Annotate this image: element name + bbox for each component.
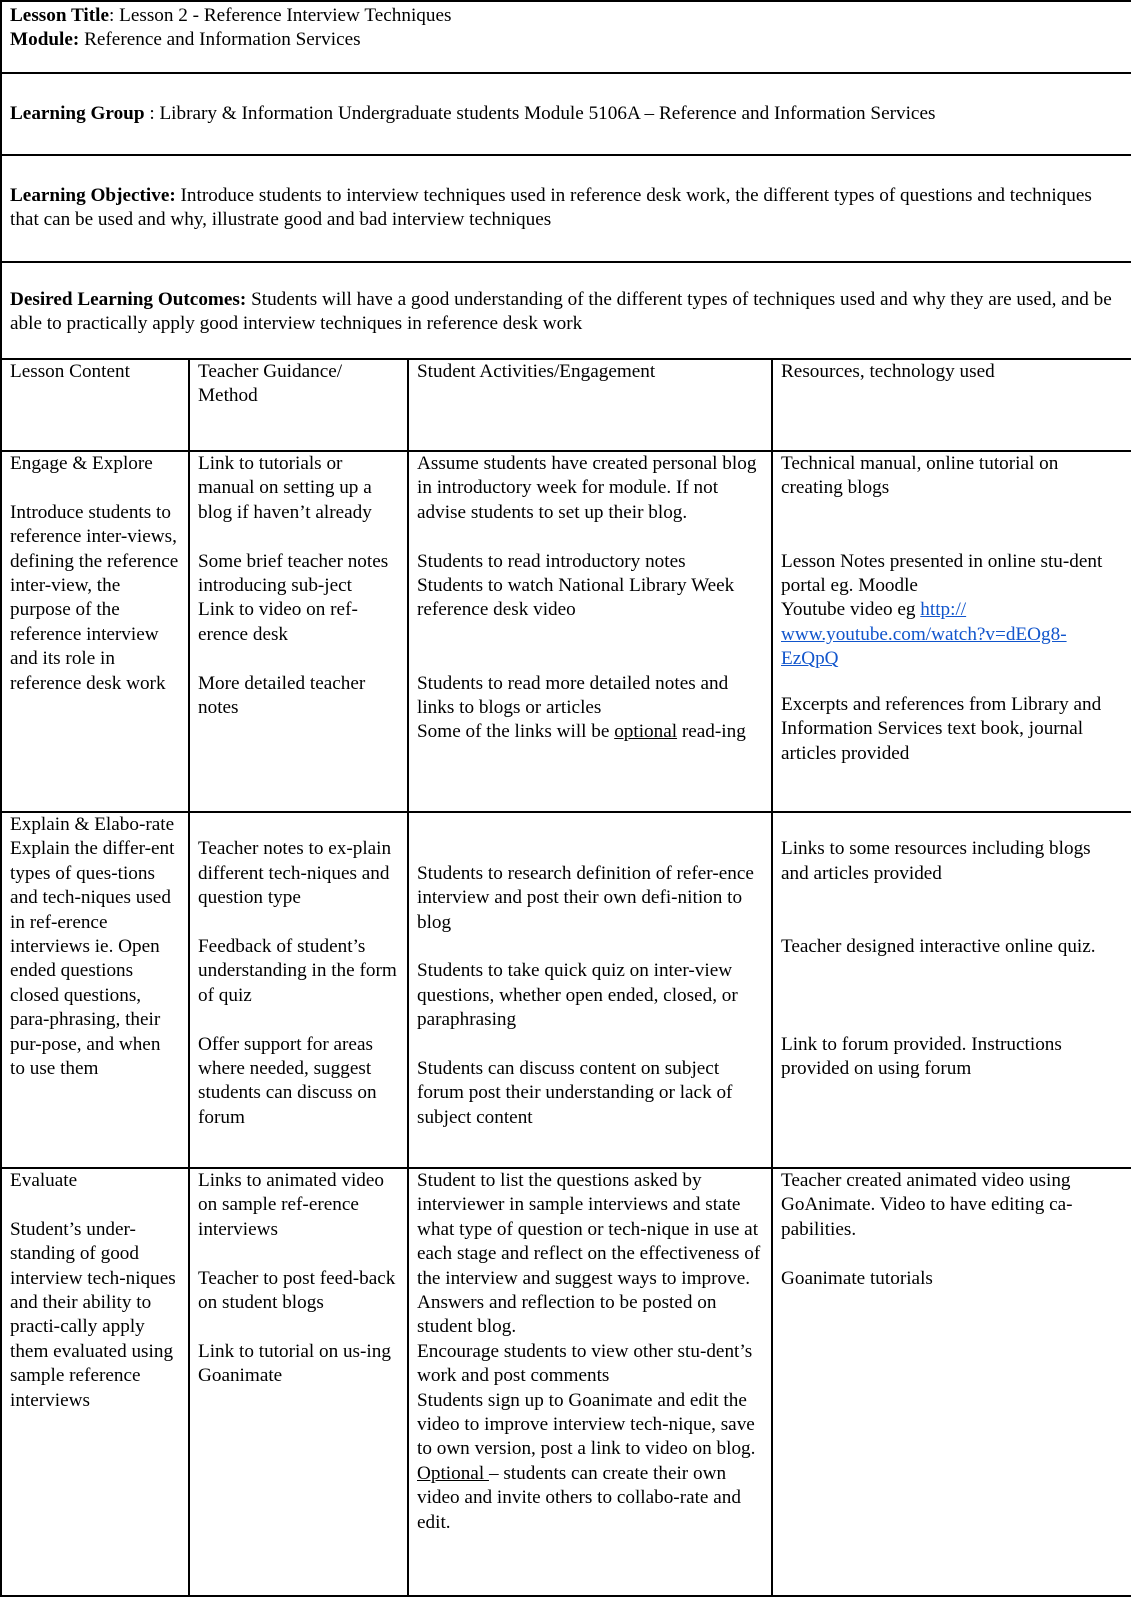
learning-group-label: Learning Group <box>10 102 145 124</box>
lesson-title-label: Lesson Title <box>10 5 109 26</box>
column-header-teacher-guidance <box>189 359 408 451</box>
row1-student-activities <box>408 451 772 812</box>
row2-teacher-p3: Offer support for areas where needed, suggest students can discuss on forum <box>198 1033 377 1128</box>
row2-teacher-p1: Teacher notes to ex-plain different tech-niques and question type <box>198 838 392 909</box>
column-header-row <box>1 359 1131 451</box>
row3-student-activities <box>408 1168 772 1596</box>
row3-student-p4 <box>417 1462 763 1535</box>
row1-student-p4: Students to read more detailed notes and links to blogs or articles <box>417 672 729 719</box>
column-header-teacher-guidance-text: Teacher Guidance/ Method <box>198 361 343 407</box>
row1-student-p5 <box>417 720 763 744</box>
row1-student-p5-tail: read-ing <box>677 721 746 743</box>
row1-student-p3: Students to watch National Library Week reference desk video <box>417 575 735 621</box>
outcomes-value: Students will have a good understanding of the different types of techniques used and why they are used, and be able to practically apply good interview techniques in reference desk work <box>10 289 1112 335</box>
row2-resources-p3: Link to forum provided. Instructions provided on using forum <box>781 1033 1062 1079</box>
row2-content-heading: Explain & Elabo-rate <box>10 814 175 835</box>
row2-student-p3: Students can discuss content on subject forum post their understanding or lack of subject content <box>417 1058 733 1128</box>
row1-content-heading: Engage & Explore <box>10 453 153 474</box>
module-value: Reference and Information Services <box>79 29 361 51</box>
learning-objective-cell <box>1 155 1131 262</box>
row1-resources-p2: Lesson Notes presented in online stu-dent portal eg. Moodle <box>781 550 1103 596</box>
row1-teacher-guidance <box>189 451 408 812</box>
row3-resources-p1: Teacher created animated video using GoAnimate. Video to have editing ca-pabilities. <box>781 1170 1073 1240</box>
lesson-title-row <box>1 1 1131 73</box>
learning-group-row <box>1 73 1131 155</box>
row2-content-text: Explain the differ-ent types of ques-tions and tech-niques used in ref-erence interviews ie. Open ended questions closed questions, para-phrasing, their pur-pose, and when to use them <box>10 838 175 1080</box>
row1-resources-p3-text: Youtube video eg <box>781 599 921 621</box>
module-label: Module: <box>10 29 80 51</box>
row3-resources-p2: Goanimate tutorials <box>781 1267 933 1289</box>
row1-student-p5-text: Some of the links will be <box>417 721 615 743</box>
table-row <box>1 812 1131 1168</box>
row1-teacher-p4: More detailed teacher notes <box>198 672 366 719</box>
outcomes-label: Desired Learning Outcomes: <box>10 289 247 310</box>
row2-resources-p1: Links to some resources including blogs and articles provided <box>781 838 1091 884</box>
learning-group-value: : Library & Information Undergraduate students Module 5106A – Reference and Information Services <box>144 102 936 124</box>
row2-student-activities <box>408 812 772 1168</box>
column-header-student-activities: Student Activities/Engagement <box>408 359 772 451</box>
row3-student-p4-tail: – students can create their own video and invite others to collabo-rate and edit. <box>417 1462 741 1533</box>
column-header-lesson-content: Lesson Content <box>1 359 189 451</box>
row2-student-p1: Students to research definition of refer-ence interview and post their own defi-nition to blog <box>417 862 754 933</box>
row2-student-p2: Students to take quick quiz on inter-view questions, whether open ended, closed, or paraphrasing <box>417 960 738 1031</box>
row1-resources-p3 <box>781 598 1123 671</box>
learning-objective-value: Introduce students to interview techniques used in reference desk work, the different types of questions and techniques that can be used and why, illustrate good and bad interview techniques <box>10 185 1092 231</box>
row3-lesson-content <box>1 1168 189 1596</box>
youtube-link[interactable]: http:// www.youtube.com/watch?v=dEOg8-EzQpQ <box>781 599 1067 670</box>
row3-content-text: Student’s under-standing of good interview tech-niques and their ability to practi-cally apply them evaluated using sample reference interviews <box>10 1218 176 1411</box>
row3-teacher-p1: Links to animated video on sample ref-erence interviews <box>198 1170 384 1240</box>
table-row <box>1 1168 1131 1596</box>
row1-teacher-p3: Link to video on ref-erence desk <box>198 599 358 645</box>
row2-resources <box>772 812 1131 1168</box>
row3-student-optional: Optional <box>417 1462 489 1484</box>
row1-student-p2: Students to read introductory notes <box>417 550 686 572</box>
lesson-title-value: : Lesson 2 - Reference Interview Techniques <box>108 5 452 26</box>
table-row <box>1 451 1131 812</box>
row2-teacher-p2: Feedback of student’s understanding in the form of quiz <box>198 936 397 1006</box>
row1-teacher-p1: Link to tutorials or manual on setting up a blog if haven’t already <box>198 453 372 523</box>
row2-lesson-content <box>1 812 189 1168</box>
row3-content-heading: Evaluate <box>10 1170 78 1191</box>
row2-teacher-guidance <box>189 812 408 1168</box>
row3-student-p3: Students sign up to Goanimate and edit the video to improve interview tech-nique, save to own version, post a link to video on blog. <box>417 1389 756 1460</box>
learning-objective-label: Learning Objective: <box>10 185 176 206</box>
row1-lesson-content <box>1 451 189 812</box>
row3-teacher-p3: Link to tutorial on us-ing Goanimate <box>198 1340 391 1387</box>
row3-teacher-guidance <box>189 1168 408 1596</box>
row3-resources <box>772 1168 1131 1596</box>
row1-resources-p4: Excerpts and references from Library and Information Services text book, journal articles provided <box>781 694 1102 764</box>
row3-student-p1: Student to list the questions asked by interviewer in sample interviews and state what type of question or tech-nique in use at each stage and reflect on the effectiveness of the interview and suggest ways to improve. Answers and reflection to be posted on student blog. <box>417 1170 761 1338</box>
learning-group-cell <box>1 73 1131 155</box>
outcomes-cell <box>1 262 1131 359</box>
row3-student-p2: Encourage students to view other stu-dent’s work and post comments <box>417 1340 753 1387</box>
row1-teacher-p2: Some brief teacher notes introducing sub-ject <box>198 550 389 597</box>
row1-content-text: Introduce students to reference inter-views, defining the reference inter-view, the purpose of the reference interview and its role in reference desk work <box>10 501 179 694</box>
row2-resources-p2: Teacher designed interactive online quiz. <box>781 935 1096 957</box>
row1-resources <box>772 451 1131 812</box>
outcomes-row <box>1 262 1131 359</box>
row3-teacher-p2: Teacher to post feed-back on student blogs <box>198 1267 396 1314</box>
row1-student-p1: Assume students have created personal blog in introductory week for module. If not advise students to set up their blog. <box>417 453 757 523</box>
row1-student-optional: optional <box>614 721 678 743</box>
learning-objective-row <box>1 155 1131 262</box>
lesson-title-cell <box>1 1 1131 73</box>
column-header-resources: Resources, technology used <box>772 359 1131 451</box>
row1-resources-p1: Technical manual, online tutorial on creating blogs <box>781 453 1059 499</box>
